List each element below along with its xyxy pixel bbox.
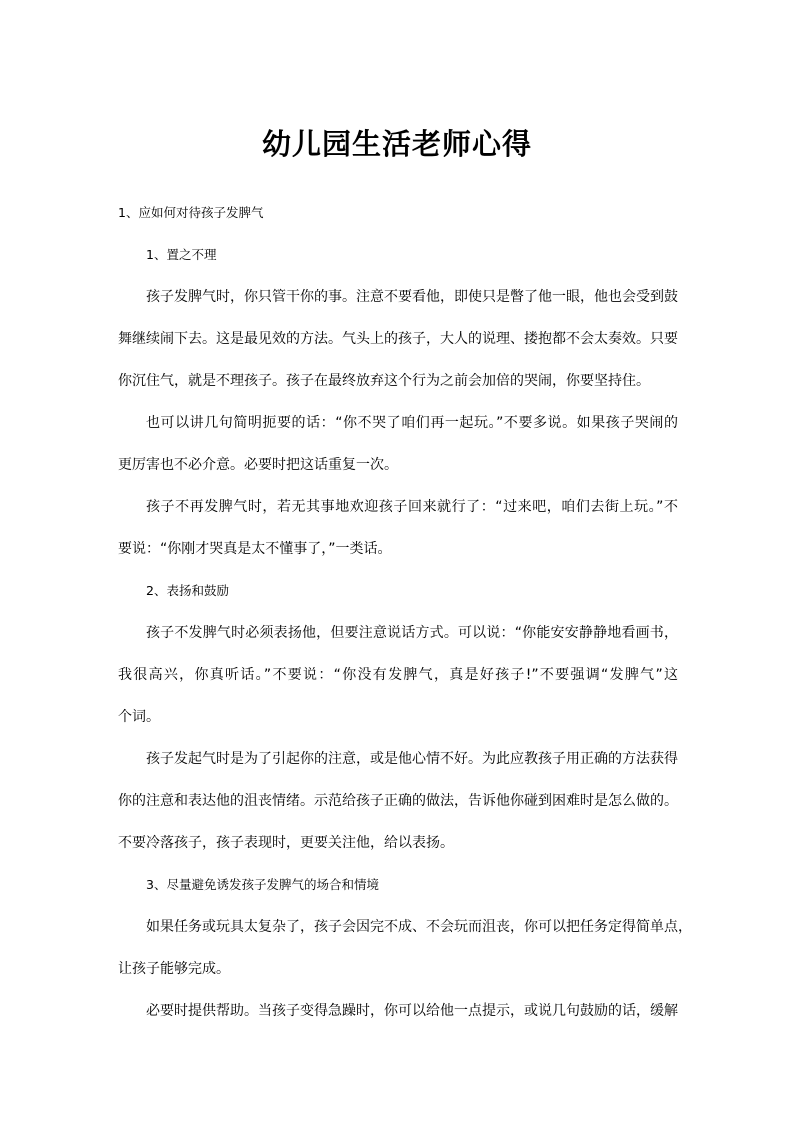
paragraph-line: 如果任务或玩具太复杂了，孩子会因完不成、不会玩而沮丧，你可以把任务定得简单点， [146,919,692,935]
paragraph-line: 你的注意和表达他的沮丧情绪。示范给孩子正确的做法，告诉他你碰到困难时是怎么做的。 [118,793,678,809]
paragraph-line: 我很高兴，你真听话。”不要说：“你没有发脾气，真是好孩子!”不要强调“发脾气”这 [118,667,678,683]
paragraph-line: 必要时提供帮助。当孩子变得急躁时，你可以给他一点提示，或说几句鼓励的话，缓解 [146,1003,678,1019]
document-title: 幼儿园生活老师心得 [261,127,532,161]
section-heading: 1、应如何对待孩子发脾气 [118,205,264,220]
paragraph-line: 更厉害也不必介意。必要时把这话重复一次。 [118,457,398,473]
paragraph-line: 孩子发脾气时，你只管干你的事。注意不要看他，即使只是瞥了他一眼，他也会受到鼓 [146,289,678,305]
paragraph-line: 不要冷落孩子，孩子表现时，更要关注他，给以表扬。 [118,835,454,851]
paragraph-line: 你沉住气，就是不理孩子。孩子在最终放弃这个行为之前会加倍的哭闹，你要坚持住。 [118,373,650,389]
paragraph-line: 孩子发起气时是为了引起你的注意，或是他心情不好。为此应教孩子用正确的方法获得 [146,751,678,767]
subsection-heading-3: 3、尽量避免诱发孩子发脾气的场合和情境 [146,877,379,892]
paragraph-line: 要说：“你刚才哭真是太不懂事了，”一类话。 [118,541,392,557]
paragraph-line: 让孩子能够完成。 [118,961,230,977]
paragraph-line: 舞继续闹下去。这是最见效的方法。气头上的孩子，大人的说理、搂抱都不会太奏效。只要 [118,331,678,347]
subsection-heading-1: 1、置之不理 [146,247,217,262]
paragraph-line: 也可以讲几句简明扼要的话：“你不哭了咱们再一起玩。”不要多说。如果孩子哭闹的 [146,415,678,431]
paragraph-line: 孩子不发脾气时必须表扬他，但要注意说话方式。可以说：“你能安安静静地看画书， [146,625,678,641]
paragraph-line: 孩子不再发脾气时，若无其事地欢迎孩子回来就行了：“过来吧，咱们去街上玩。”不 [146,499,678,515]
paragraph-line: 个词。 [118,709,160,725]
subsection-heading-2: 2、表扬和鼓励 [146,583,229,598]
